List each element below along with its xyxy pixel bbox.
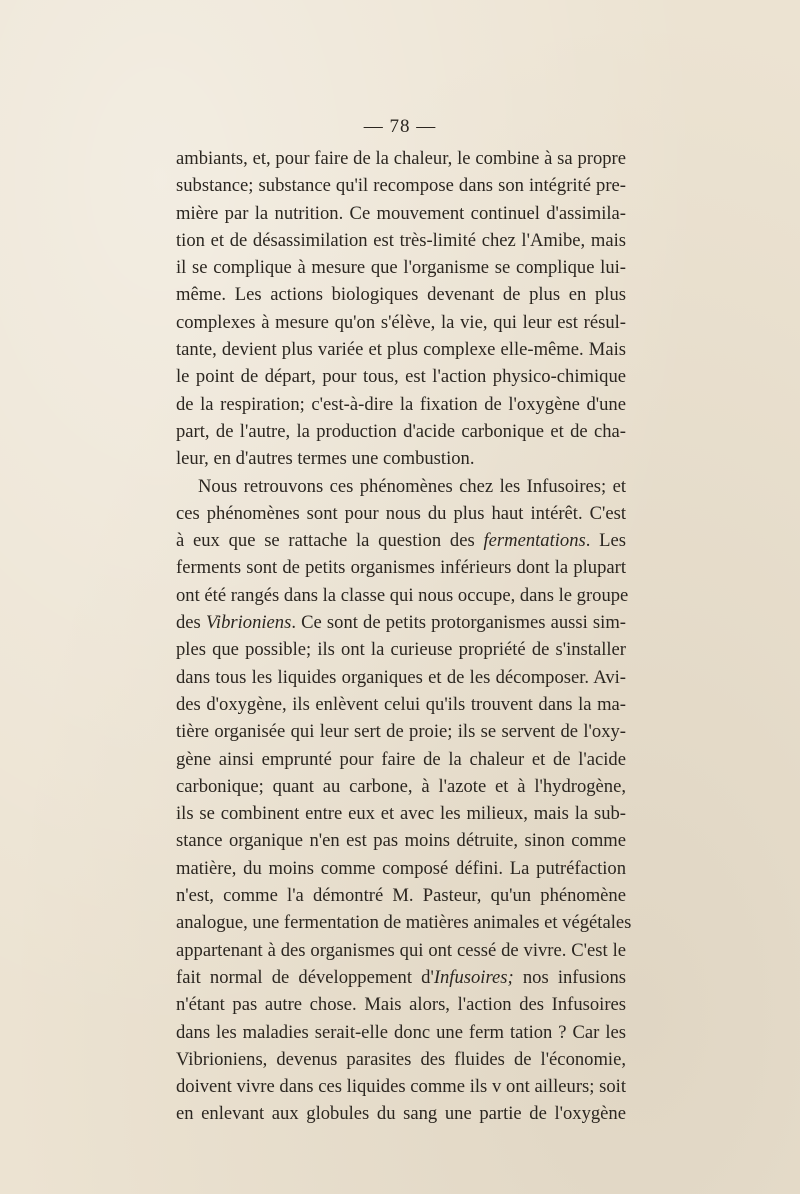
text-line (176, 800, 626, 827)
text-segment: le point de départ, pour tous, est l'action physico-chimique (176, 366, 626, 388)
text-segment: il se complique à mesure que l'organisme se complique lui- (176, 257, 626, 279)
text-segment: substance; substance qu'il recompose dans son intégrité pre- (176, 175, 626, 197)
text-line (176, 827, 626, 854)
text-segment: ples que possible; ils ont la curieuse propriété de s'installer (176, 639, 626, 661)
text-line (176, 773, 626, 800)
text-segment: carbonique; quant au carbone, à l'azote et à l'hydrogène, (176, 775, 626, 797)
text-segment: leur, en d'autres termes une combustion. (176, 448, 475, 470)
text-segment: tière organisée qui leur sert de proie; ils se servent de l'oxy- (176, 721, 626, 743)
text-segment: ferments sont de petits organismes inférieurs dont la plupart (176, 557, 626, 579)
text-segment: en enlevant aux globules du sang une partie de l'oxygène (176, 1103, 626, 1125)
italic-text: Vibrioniens (205, 612, 292, 634)
text-line (176, 336, 626, 363)
text-line (176, 527, 626, 554)
text-line (176, 964, 626, 991)
italic-text: fermentations (483, 530, 586, 552)
text-segment: même. Les actions biologiques devenant de plus en plus (176, 284, 626, 306)
text-segment: dans tous les liquides organiques et de les décomposer. Avi- (176, 666, 626, 688)
text-segment: analogue, une fermentation de matières animales et végétales (176, 912, 632, 934)
italic-text: Infusoires; (433, 966, 514, 988)
text-segment: Nous retrouvons ces phénomènes chez les Infusoires; et (198, 475, 626, 497)
text-line (176, 227, 626, 254)
text-segment: tante, devient plus variée et plus complexe elle-même. Mais (176, 339, 626, 361)
text-segment: n'étant pas autre chose. Mais alors, l'action des Infusoires (176, 994, 626, 1016)
text-segment: n'est, comme l'a démontré M. Pasteur, qu'un phénomène (176, 885, 626, 907)
text-segment: de la respiration; c'est-à-dire la fixation de l'oxygène d'une (176, 393, 626, 415)
text-segment: . Les (585, 530, 626, 552)
text-segment: Vibrioniens, devenus parasites des fluides de l'économie, (176, 1048, 626, 1070)
text-segment: nos infusions (513, 966, 627, 988)
text-line (176, 391, 626, 418)
text-segment: ils se combinent entre eux et avec les milieux, mais la sub- (176, 803, 626, 825)
text-line (176, 718, 626, 745)
text-line (176, 1019, 626, 1046)
text-line (176, 200, 626, 227)
text-line (176, 909, 632, 936)
text-segment: ont été rangés dans la classe qui nous occupe, dans le groupe (176, 584, 629, 606)
text-line (176, 1073, 626, 1100)
text-line (176, 281, 626, 308)
text-line (176, 145, 626, 172)
page-number: — 78 — (363, 116, 437, 137)
text-line (176, 636, 626, 663)
text-line (176, 309, 626, 336)
text-segment: doivent vivre dans ces liquides comme ils v ont ailleurs; soit (176, 1076, 626, 1098)
text-line (176, 172, 626, 199)
text-line (176, 746, 626, 773)
text-line (176, 691, 626, 718)
text-line (176, 937, 626, 964)
text-line (176, 1100, 626, 1127)
text-line (176, 363, 626, 390)
text-segment: stance organique n'en est pas moins détruite, sinon comme (176, 830, 626, 852)
text-line (176, 554, 626, 581)
text-segment: des d'oxygène, ils enlèvent celui qu'ils trouvent dans la ma- (176, 693, 626, 715)
text-segment: tion et de désassimilation est très-limité chez l'Amibe, mais (176, 229, 626, 251)
text-segment: gène ainsi emprunté pour faire de la chaleur et de l'acide (176, 748, 626, 770)
text-line (176, 1046, 626, 1073)
text-line (176, 882, 626, 909)
text-segment: dans les maladies serait-elle donc une ferm tation ? Car les (176, 1021, 626, 1043)
text-line (176, 500, 626, 527)
body-text (176, 145, 632, 1128)
text-line (176, 418, 626, 445)
text-line (176, 609, 626, 636)
text-segment: fait normal de développement d' (176, 966, 434, 988)
text-line (176, 445, 626, 472)
text-line (176, 254, 626, 281)
text-segment: ambiants, et, pour faire de la chaleur, le combine à sa propre (176, 148, 626, 169)
text-segment: appartenant à des organismes qui ont cessé de vivre. C'est le (176, 939, 626, 961)
text-segment: à eux que se rattache la question des (176, 530, 484, 552)
text-segment: complexes à mesure qu'on s'élève, la vie, qui leur est résul- (176, 311, 626, 333)
text-line (176, 664, 626, 691)
text-segment: part, de l'autre, la production d'acide carbonique et de cha- (176, 420, 626, 442)
text-segment: des (176, 612, 206, 634)
text-line (176, 473, 626, 500)
text-segment: matière, du moins comme composé défini. La putréfaction (176, 857, 626, 879)
text-line (176, 855, 626, 882)
text-segment: mière par la nutrition. Ce mouvement continuel d'assimila- (176, 202, 626, 224)
text-line (176, 991, 626, 1018)
text-line (176, 582, 629, 609)
text-segment: . Ce sont de petits protorganismes aussi sim- (291, 612, 626, 634)
text-segment: ces phénomènes sont pour nous du plus haut intérêt. C'est (176, 502, 626, 524)
